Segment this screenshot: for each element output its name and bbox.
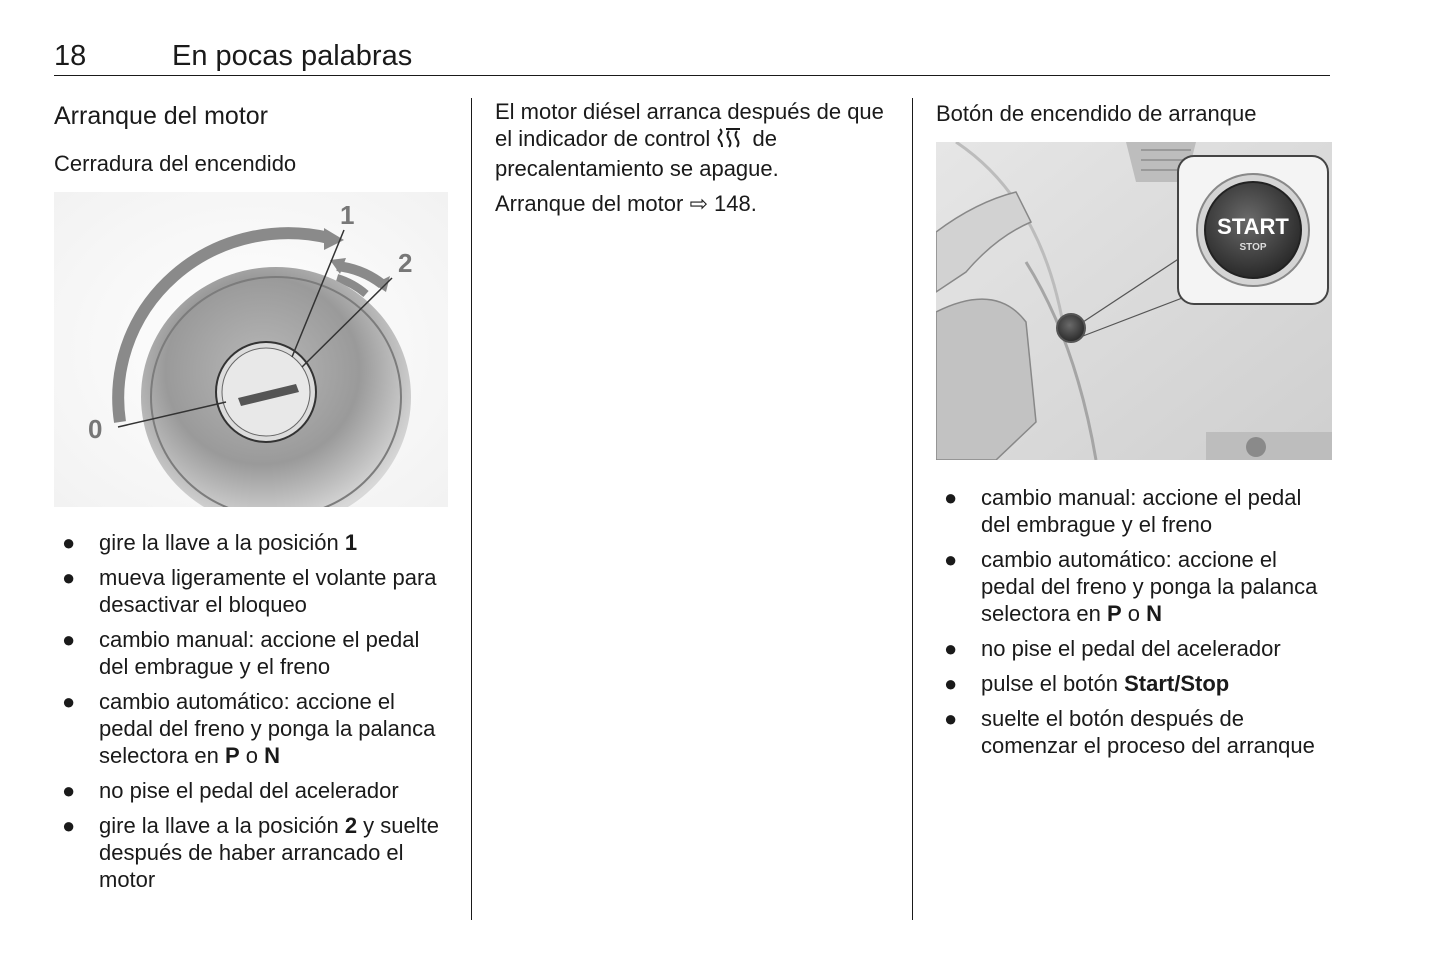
list-item: [936, 670, 1336, 697]
bullet-icon: ●: [62, 627, 76, 652]
start-label: START: [1217, 214, 1289, 239]
bullet-text: mueva ligeramente el volante para desactivar el bloqueo: [99, 565, 437, 617]
header-rule: [54, 75, 1330, 76]
running-title: En pocas palabras: [172, 40, 413, 72]
column-diesel-note: [495, 98, 890, 225]
position-label-1: 1: [340, 200, 355, 230]
bullet-icon: ●: [944, 706, 958, 731]
ignition-steps-list: [54, 529, 454, 893]
bold-term: P: [224, 743, 240, 768]
start-button-figure: [936, 142, 1332, 460]
bullet-text: y suelte después de haber arrancado el motor: [99, 813, 439, 892]
list-item: [936, 484, 1336, 538]
column-start-button: [936, 98, 1336, 767]
bullet-text: gire la llave a la posición: [99, 813, 345, 838]
bullet-icon: ●: [62, 689, 76, 714]
bullet-text: cambio automático: accione el pedal del freno y ponga la palanca selectora en: [981, 547, 1318, 626]
bold-term: 1: [344, 530, 358, 555]
paragraph-text: El motor diésel arranca después de que el indicador de control: [495, 99, 884, 151]
list-item: [54, 812, 454, 893]
bullet-text: o: [239, 743, 265, 768]
bullet-text: o: [1121, 601, 1147, 626]
start-steps-list: [936, 484, 1336, 759]
bullet-icon: ●: [62, 813, 76, 838]
list-item: [936, 546, 1336, 627]
list-item: [54, 626, 454, 680]
list-item: [54, 564, 454, 618]
bullet-icon: ●: [944, 485, 958, 510]
column-divider-2: [912, 98, 913, 920]
section-heading: Botón de encendido de arranque: [936, 101, 1257, 126]
list-item: [936, 635, 1336, 662]
position-label-0: 0: [88, 414, 103, 444]
bold-term: P: [1106, 601, 1122, 626]
bold-term: N: [1146, 601, 1163, 626]
bullet-text: gire la llave a la posición: [99, 530, 345, 555]
console-knob: [1246, 437, 1266, 457]
section-heading: Arranque del motor: [54, 102, 269, 130]
stop-label: STOP: [1239, 242, 1267, 253]
steering-column: [936, 299, 1036, 460]
bullet-text: cambio manual: accione el pedal del embrague y el freno: [981, 485, 1302, 537]
bullet-text: no pise el pedal del acelerador: [99, 778, 399, 803]
console-panel: [1206, 432, 1332, 460]
column-ignition-lock: [54, 98, 454, 901]
dashboard-illustration: [936, 142, 1332, 460]
bullet-text: pulse el botón: [981, 671, 1125, 696]
bold-term: Start/Stop: [1124, 671, 1230, 696]
bullet-icon: ●: [944, 636, 958, 661]
bullet-icon: ●: [944, 671, 958, 696]
list-item: [54, 688, 454, 769]
reference-text: Arranque del motor: [495, 191, 684, 216]
column-divider-1: [471, 98, 472, 920]
list-item: [936, 705, 1336, 759]
start-button-small: [1057, 314, 1085, 342]
bullet-icon: ●: [62, 530, 76, 555]
bold-term: 2: [344, 813, 358, 838]
bullet-icon: ●: [62, 565, 76, 590]
bullet-text: suelte el botón después de comenzar el proceso del arranque: [981, 706, 1315, 758]
bullet-text: cambio manual: accione el pedal del embrague y el freno: [99, 627, 420, 679]
subsection-heading: Cerradura del encendido: [54, 151, 297, 176]
cross-reference[interactable]: [495, 190, 890, 217]
paragraph-text: de precalentamiento se apague.: [495, 126, 779, 181]
ignition-lock-figure: [54, 192, 448, 507]
bullet-text: no pise el pedal del acelerador: [981, 636, 1281, 661]
bullet-icon: ●: [62, 778, 76, 803]
bullet-icon: ●: [944, 547, 958, 572]
reference-arrow-icon: ⇨: [689, 191, 708, 216]
diesel-paragraph: [495, 98, 890, 182]
bold-term: N: [264, 743, 281, 768]
reference-page: 148.: [714, 191, 757, 216]
list-item: [54, 529, 454, 556]
glow-plug-icon: [716, 127, 746, 155]
page-number: 18: [54, 40, 87, 72]
bullet-text: cambio automático: accione el pedal del freno y ponga la palanca selectora en: [99, 689, 436, 768]
position-label-2: 2: [398, 248, 413, 278]
ignition-lock-illustration: [54, 192, 448, 507]
list-item: [54, 777, 454, 804]
